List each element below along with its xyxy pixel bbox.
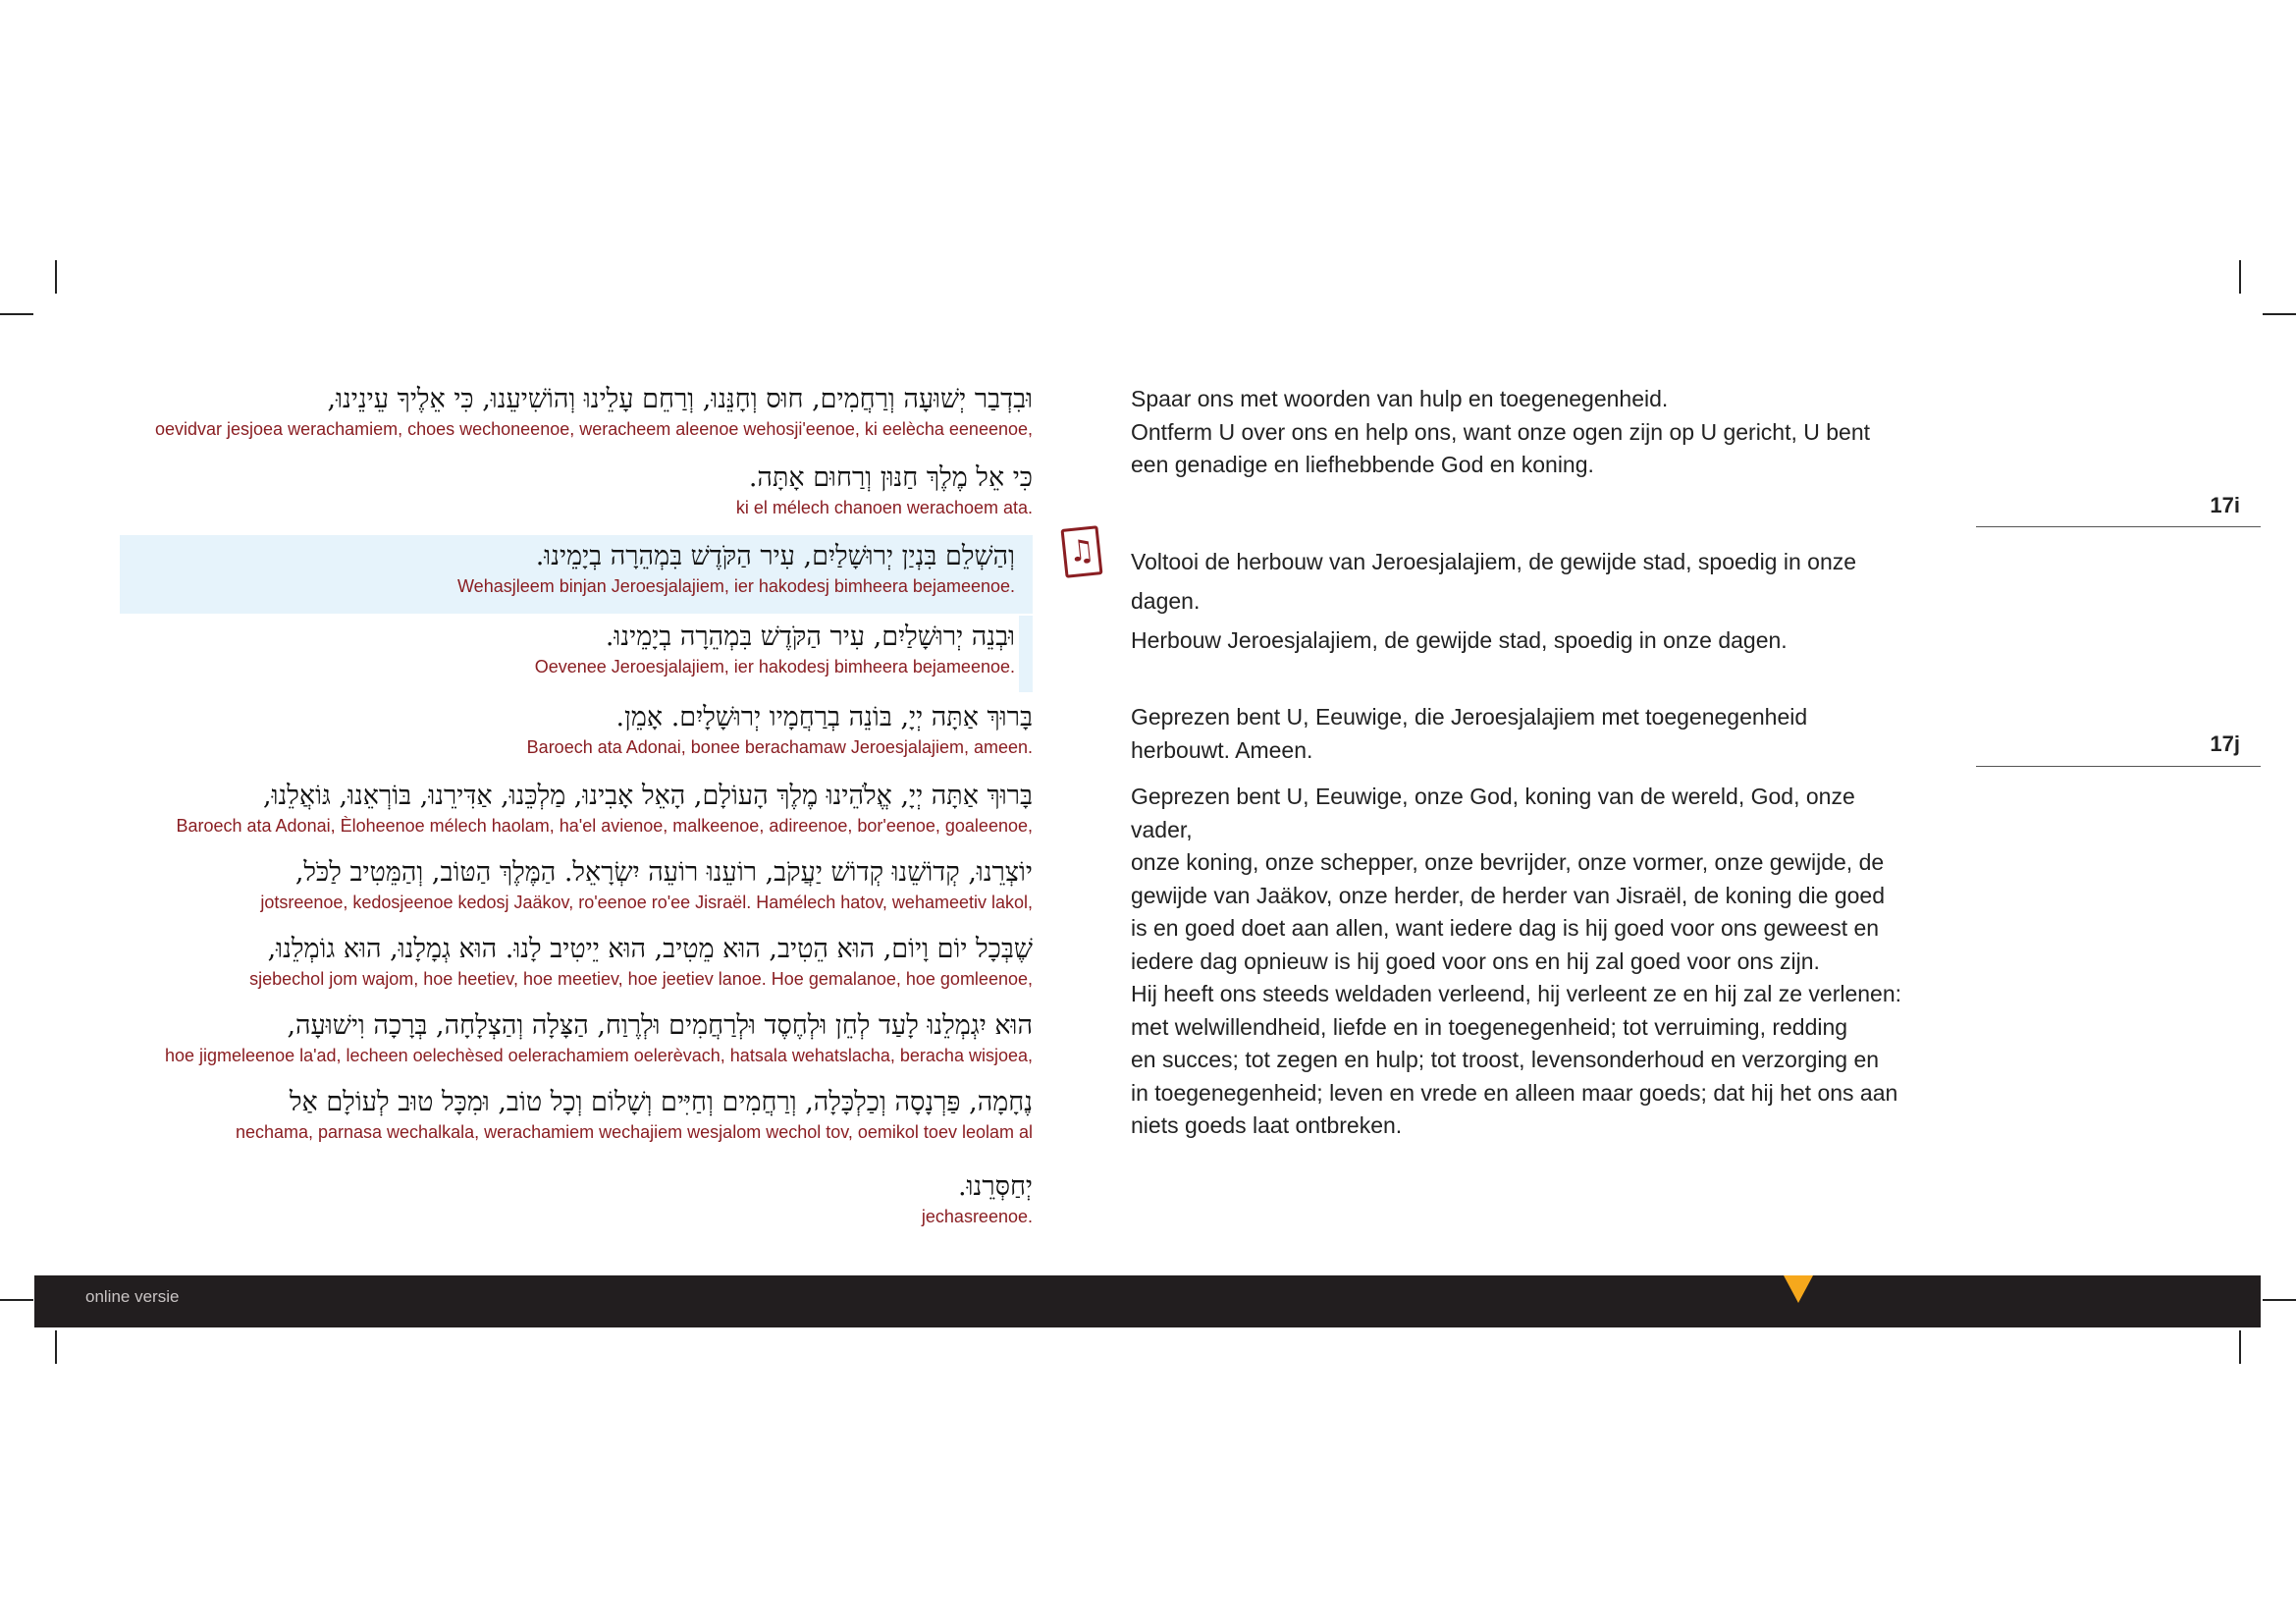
dutch-line: Geprezen bent U, Eeuwige, onze God, koning van de wereld, God, onze vader, (1131, 784, 1855, 842)
prayer-line (118, 619, 1015, 677)
prayer-line (118, 1168, 1033, 1227)
transliteration: oevidvar jesjoea werachamiem, choes wechoneenoe, weracheem aleenoe wehosji'eenoe, ki eelècha eeneenoe, (154, 419, 1033, 439)
triangle-marker-icon (1784, 1275, 1813, 1303)
marker-divider (1976, 766, 2261, 767)
dutch-line: met welwillendheid, liefde en in toegenegenheid; tot verruiming, redding (1131, 1013, 1848, 1040)
transliteration: jotsreenoe, kedosjeenoe kedosj Jaäkov, ro'eenoe ro'ee Jisraël. Hamélech hatov, wehameetiv lakol, (260, 893, 1033, 912)
dutch-line: Voltooi de herbouw van Jeroesjalajiem, de gewijde stad, spoedig in onze (1131, 549, 1857, 574)
prayer-line (118, 778, 1033, 837)
hebrew-text: כִּי אֵל מֶלֶךְ חַנּוּן וְרַחוּם אָתָּה. (748, 462, 1033, 493)
dutch-line: is en goed doet aan allen, want iedere dag is hij goed voor ons geweest en (1131, 915, 1880, 941)
prayer-line (118, 699, 1033, 758)
hebrew-text: נֶחָמָה, פַּרְנָסָה וְכַלְכָּלָה, וְרַחֲמִים וְחַיִּים וְשָׁלוֹם וְכָל טוֹב, וּמִכָּל טוּב לְעוֹלָם אַל (289, 1087, 1033, 1117)
crop-mark (55, 1330, 57, 1364)
dutch-line: onze koning, onze schepper, onze bevrijder, onze vormer, onze gewijde, de (1131, 849, 1885, 875)
dutch-line: een genadige en liefhebbende God en koning. (1131, 452, 1594, 477)
highlight-bar (1019, 616, 1033, 692)
transliteration: Wehasjleem binjan Jeroesjalajiem, ier hakodesj bimheera bejameenoe. (457, 576, 1015, 596)
prayer-line (118, 931, 1033, 990)
prayer-line (118, 1007, 1033, 1066)
dutch-line: niets goeds laat ontbreken. (1131, 1112, 1403, 1138)
music-note-icon: ♫ (1060, 525, 1102, 578)
crop-mark (2263, 1299, 2296, 1301)
prayer-line (118, 1084, 1033, 1143)
hebrew-text: יְחַסְּרֵנוּ. (958, 1171, 1033, 1202)
dutch-column (1131, 542, 1916, 660)
dutch-line: dagen. (1131, 588, 1201, 614)
marker-divider (1976, 526, 2261, 527)
section-marker: 17i (2210, 493, 2240, 517)
prayer-line (118, 854, 1033, 913)
dutch-line: en succes; tot zegen en hulp; tot troost, levensonderhoud en verzorging en (1131, 1047, 1880, 1072)
section-marker: 17j (2210, 731, 2240, 756)
prayer-line (118, 538, 1015, 597)
crop-mark (0, 1299, 33, 1301)
dutch-line: Hij heeft ons steeds weldaden verleend, hij verleent ze en hij zal ze verlenen: (1131, 981, 1902, 1006)
transliteration: sjebechol jom wajom, hoe heetiev, hoe meetiev, hoe jeetiev lanoe. Hoe gemalanoe, hoe gomleenoe, (249, 969, 1033, 989)
hebrew-text: וּבִדְבַר יְשׁוּעָה וְרַחֲמִים, חוּס וְחָנֵּנוּ, וְרַחֵם עָלֵינוּ וְהוֹשִׁיעֵנוּ, כִּי אֵלֶיךָ עֵינֵינוּ, (327, 384, 1033, 414)
transliteration: nechama, parnasa wechalkala, werachamiem wechajiem wesjalom wechol tov, oemikol toev leolam al (235, 1122, 1033, 1142)
dutch-line: Ontferm U over ons en help ons, want onze ogen zijn op U gericht, U bent (1131, 418, 1871, 445)
dutch-line: Spaar ons met woorden van hulp en toegenegenheid. (1131, 386, 1669, 411)
dutch-column (1131, 781, 1916, 1143)
hebrew-text: וּבְנֵה יְרוּשָׁלַיִם, עִיר הַקֹּדֶשׁ בִּמְהֵרָה בְיָמֵינוּ. (605, 622, 1015, 652)
hebrew-text: וְהַשְׁלֵם בִּנְיַן יְרוּשָׁלַיִם, עִיר הַקֹּדֶשׁ בִּמְהֵרָה בְיָמֵינוּ. (535, 541, 1015, 571)
transliteration: Baroech ata Adonai, Èloheenoe mélech haolam, ha'el avienoe, malkeenoe, adireenoe, bor'eenoe, goaleenoe, (176, 816, 1033, 836)
transliteration: jechasreenoe. (921, 1207, 1033, 1226)
crop-mark (2239, 1330, 2241, 1364)
dutch-line: Herbouw Jeroesjalajiem, de gewijde stad, spoedig in onze dagen. (1131, 627, 1788, 653)
crop-mark (55, 260, 57, 294)
prayer-line (118, 460, 1033, 518)
footer-bar (34, 1275, 2261, 1327)
dutch-line: in toegenegenheid; leven en vrede en alleen maar goeds; dat hij het ons aan (1131, 1079, 1898, 1106)
hebrew-text: בָּרוּךְ אַתָּה יְיָ, אֱלֹהֵינוּ מֶלֶךְ הָעוֹלָם, הָאֵל אָבִינוּ, מַלְכֵּנוּ, אַדִּירֵנוּ, בּוֹרְאֵנוּ, גּוֹאֲלֵנוּ, (262, 781, 1033, 811)
crop-mark (2263, 313, 2296, 315)
transliteration: Baroech ata Adonai, bonee berachamaw Jeroesjalajiem, ameen. (526, 737, 1033, 757)
transliteration: ki el mélech chanoen werachoem ata. (735, 498, 1033, 517)
transliteration: Oevenee Jeroesjalajiem, ier hakodesj bimheera bejameenoe. (534, 657, 1015, 677)
footer-label: online versie (85, 1287, 180, 1306)
hebrew-text: יוֹצְרֵנוּ, קְדוֹשֵׁנוּ קְדוֹשׁ יַעֲקֹב, רוֹעֵנוּ רוֹעֵה יִשְׂרָאֵל. הַמֶּלֶךְ הַטּוֹב, וְהַמֵּטִיב לַכֹּל, (294, 857, 1033, 888)
crop-mark (0, 313, 33, 315)
dutch-line: gewijde van Jaäkov, onze herder, de herder van Jisraël, de koning die goed (1131, 882, 1886, 908)
transliteration: hoe jigmeleenoe la'ad, lecheen oelechèsed oelerachamiem oelerèvach, hatsala wehatslacha, beracha wisjoea, (164, 1046, 1033, 1065)
dutch-column (1131, 383, 1916, 482)
dutch-line: herbouwt. Ameen. (1131, 736, 1313, 763)
dutch-line: Geprezen bent U, Eeuwige, die Jeroesjalajiem met toegenegenheid (1131, 704, 1808, 730)
prayer-line (118, 381, 1033, 440)
crop-mark (2239, 260, 2241, 294)
hebrew-text: שֶׁבְּכָל יוֹם וָיוֹם, הוּא הֵטִיב, הוּא מֵטִיב, הוּא יֵיטִיב לָנוּ. הוּא גְמָלָנוּ, הוּא גוֹמְלֵנוּ, (267, 934, 1033, 964)
dutch-line: iedere dag opnieuw is hij goed voor ons en hij zal goed voor ons zijn. (1131, 947, 1820, 974)
hebrew-text: הוּא יִגְמְלֵנוּ לָעַד לְחֵן וּלְחֶסֶד וּלְרַחֲמִים וּלְרֶוַח, הַצָּלָה וְהַצְלָחָה, בְּרָכָה וִישׁוּעָה, (287, 1010, 1033, 1041)
dutch-column (1131, 701, 1916, 767)
hebrew-text: בָּרוּךְ אַתָּה יְיָ, בּוֹנֵה בְרַחֲמָיו יְרוּשָׁלָיִם. אָמֵן. (615, 702, 1033, 732)
